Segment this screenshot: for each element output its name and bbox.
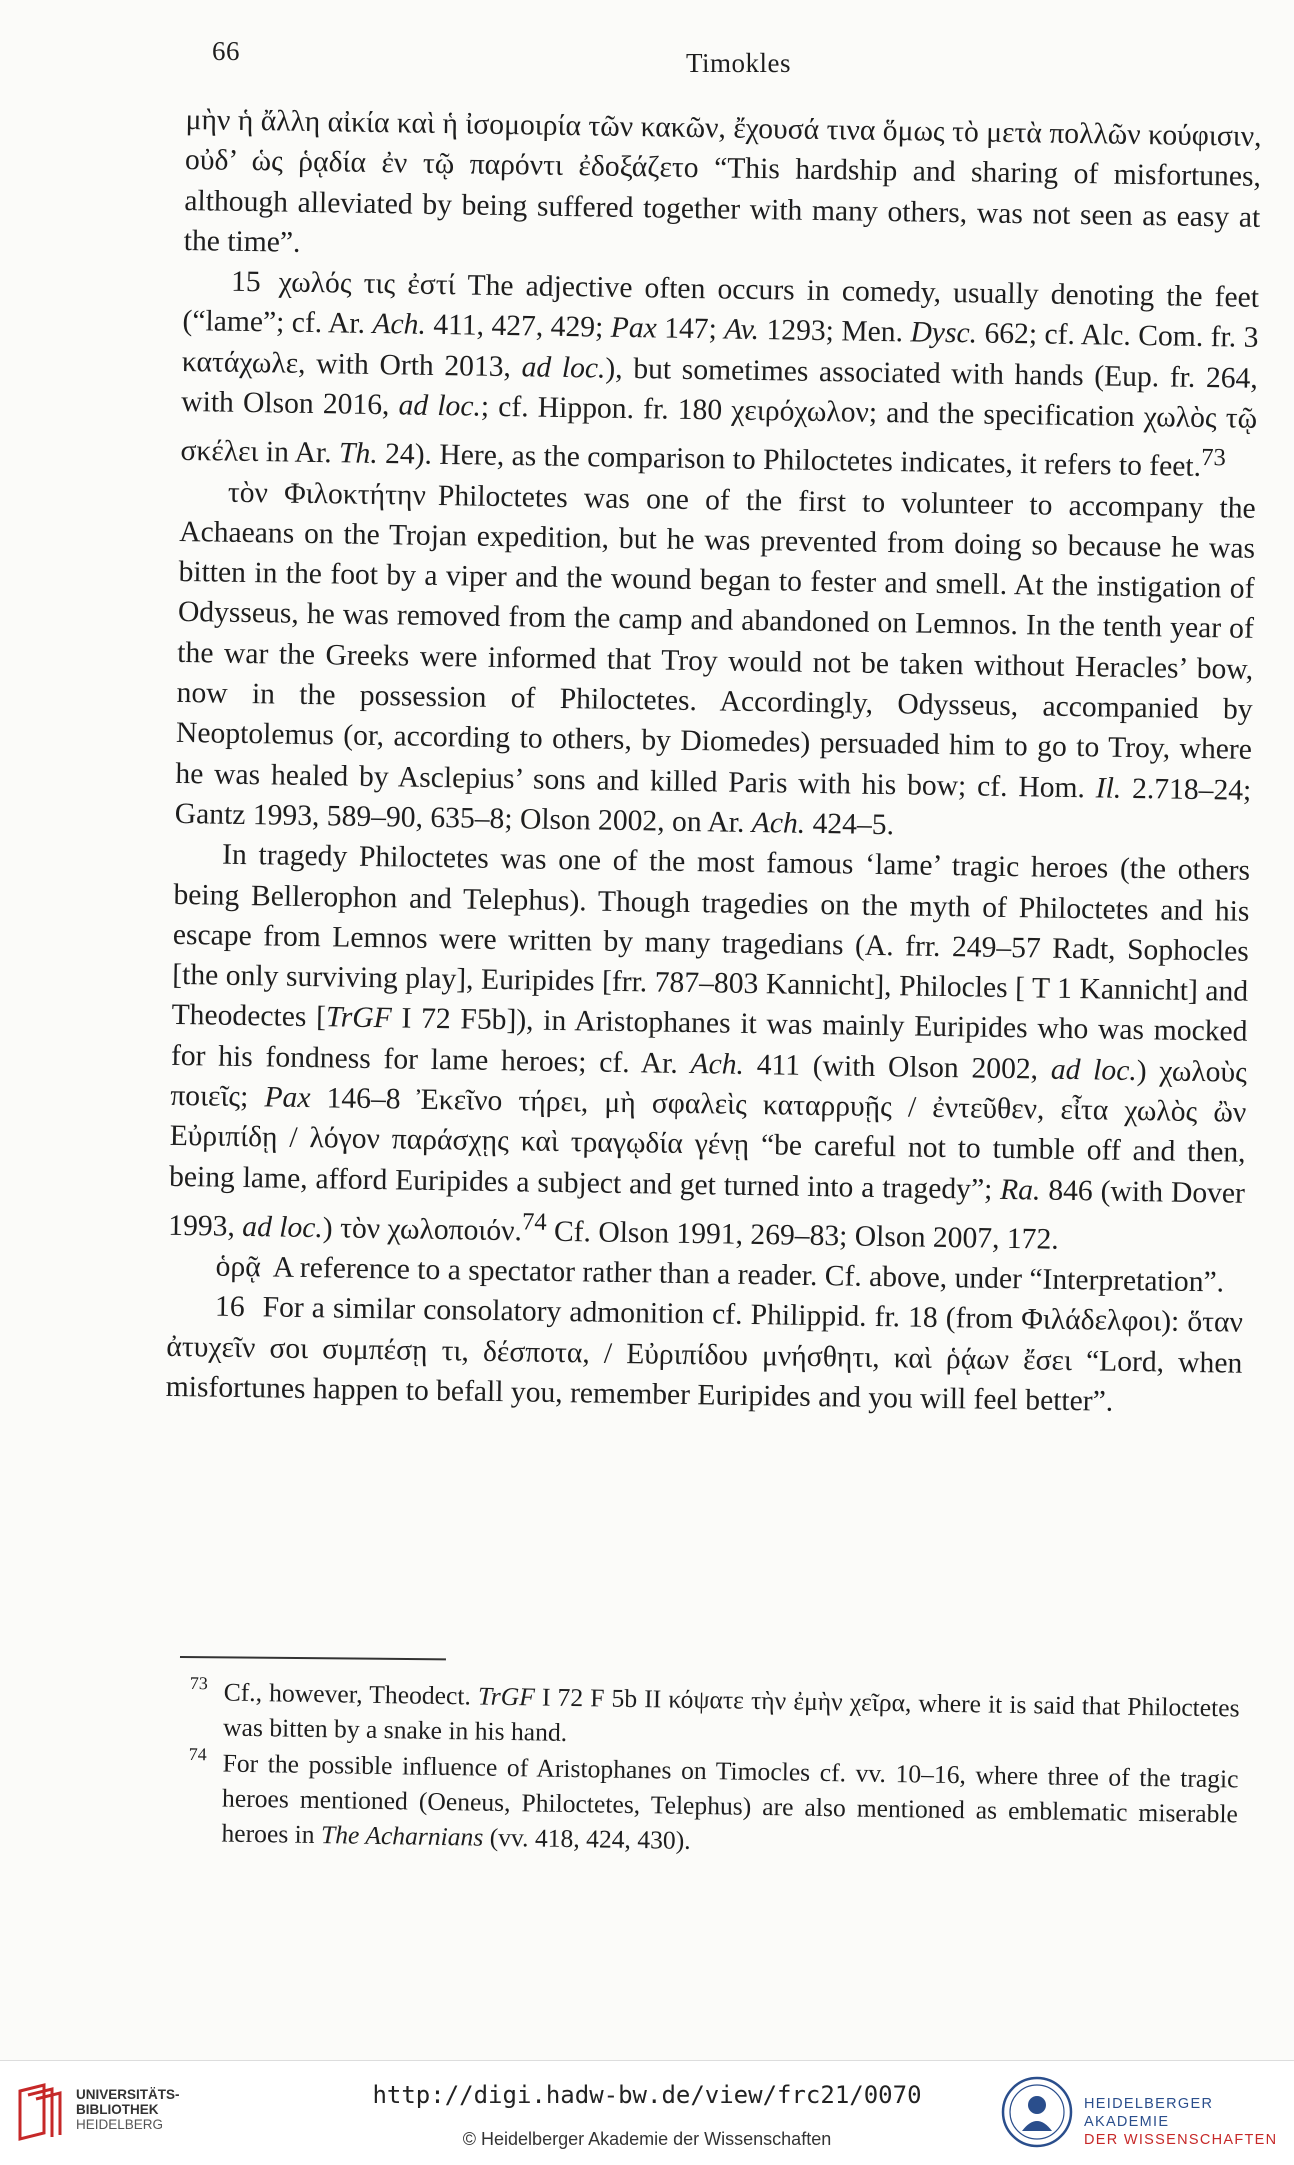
commentary-entry-philoctetes: τὸν Φιλοκτήτην Philoctetes was one of the first to volunteer to accompany the Achaeans on the Trojan expedition, but he was prevented from doing so because he was bitten in the foot by a viper and the wound began to fester and smell. At the instigation of Odysseus, he was removed from the camp and abandoned on Lemnos. In the tenth year of the war the Greeks were informed that Troy would not be taken without Heracles’ bow, now in the possession of Philoctetes. Accordingly, Odysseus, accompanied by Neoptolemus (or, according to others, by Diomedes) persuaded him to go to Troy, where he was healed by Asclepius’ sons and killed Paris with his bow; cf. Hom. Il. 2.718–24; Gantz 1993, 589–90, 635–8; Olson 2002, on Ar. Ach. 424–5.: [174, 476, 1256, 842]
line-number: 15: [230, 265, 261, 299]
source-url-link[interactable]: http://digi.hadw-bw.de/view/frc21/0070: [372, 2081, 922, 2109]
commentary-entry-hora: ὁρᾷ A reference to a spectator rather than a reader. Cf. above, under “Interpretation”.: [215, 1250, 1225, 1299]
page-number: 66: [212, 36, 240, 66]
lemma: ὁρᾷ: [215, 1250, 262, 1284]
paragraph-tragedy: In tragedy Philoctetes was one of the most famous ‘lame’ tragic heroes (the others being Bellerophon and Telephus). Though tragedies on the myth of Philoctetes and his escape from Lemnos were written by many tragedians (A. frr. 249–57 Radt, Sophocles [the only surviving play], Euripides [frr. 787–803 Kannicht], Philocles [ T 1 Kannicht] and Theodectes [TrGF I 72 F5b]), in Aristophanes it was mainly Euripides who was mocked for his fondness for lame heroes; cf. Ar. Ach. 411 (with Olson 2002, ad loc.) χωλοὺς ποιεῖς; Pax 146–8 Ἐκεῖνο τήρει, μὴ σφαλεὶς καταρρυῇς / ἐντεῦθεν, εἶτα χωλὸς ὢν Εὐριπίδῃ / λόγον παράσχῃς καὶ τραγῳδία γένῃ “be careful not to tumble off and then, being lame, afford Euripides a subject and get turned into a tragedy”; Ra. 846 (with Dover 1993, ad loc.) τὸν χωλοποιόν.$^{74}$ Cf. Olson 1991, 269–83; Olson 2007, 172.: [168, 838, 1251, 1256]
footnotes: [187, 1674, 1240, 1867]
academy-seal-icon: [1000, 2075, 1074, 2149]
footnote-73: 73 Cf., however, Theodect. TrGF I 72 F 5b II κόψατε τὴν ἐμὴν χεῖρα, where it is said that Philoctetes was bitten by a snake in his hand.: [189, 1674, 1240, 1761]
footer-bar: [0, 2060, 1294, 2165]
footnote-74: 74 For the possible influence of Aristophanes on Timocles cf. vv. 10–16, where three of the tragic heroes mentioned (Oeneus, Philoctetes, Telephus) are also mentioned as emblematic miserable heroes in The Acharnians (vv. 418, 424, 430).: [187, 1745, 1239, 1867]
footnote-ref-73: 73: [1200, 444, 1227, 472]
footnote-divider: [180, 1656, 446, 1660]
footnote-mark: 74: [188, 1743, 207, 1764]
line-number: 16: [214, 1290, 245, 1324]
commentary-entry-16: 16 For a similar consolatory admonition cf. Philippid. fr. 18 (from Φιλάδελφοι): ὅταν ἀτυχεῖν σοι συμπέσῃ τι, δέσποτα, / Εὐριπίδου μνήσθητι, καὶ ῥᾴων ἔσει “Lord, when misfortunes happen to befall you, remember Euripides and you will feel better”.: [165, 1290, 1244, 1418]
footnote-mark: 73: [189, 1673, 209, 1694]
academy-name: HEIDELBERGER AKADEMIE DER WISSENSCHAFTEN: [1084, 2096, 1278, 2148]
lemma: χωλός τις ἐστί: [278, 266, 456, 302]
university-library-name: UNIVERSITÄTS- BIBLIOTHEK HEIDELBERG: [76, 2087, 180, 2132]
lemma: τὸν Φιλοκτήτην: [227, 476, 427, 512]
copyright-notice: © Heidelberger Akademie der Wissenschaften: [462, 2129, 832, 2149]
paragraph-continuation: μὴν ἡ ἄλλη αἰκία καὶ ἡ ἰσομοιρία τῶν κακῶν, ἔχουσά τινα ὅμως τὸ μετὰ πολλῶν κούφισιν, οὐδ’ ὡς ῥᾳδία ἐν τῷ παρόντι ἐδοξάζετο “This hardship and sharing of misfortunes, although alleviated by being suffered together with many others, was not seen as easy at the time”.: [183, 103, 1262, 259]
body-text: [165, 100, 1261, 1424]
running-head: Timokles: [686, 48, 792, 78]
commentary-entry-15: 15 χωλός τις ἐστί The adjective often occurs in comedy, usually denoting the feet (“lame”; cf. Ar. Ach. 411, 427, 429; Pax 147; Av. 1293; Men. Dysc. 662; cf. Alc. Com. fr. 3 κατάχωλε, with Orth 2013, ad loc.), but sometimes associated with hands (Eup. fr. 264, with Olson 2016, ad loc.; cf. Hippon. fr. 180 χειρόχωλον; and the specification χωλὸς τῷ σκέλει in Ar. Th. 24). Here, as the comparison to Philoctetes indicates, it refers to feet.$^{73}$: [180, 265, 1260, 484]
footnote-ref-74: 74: [521, 1208, 547, 1236]
